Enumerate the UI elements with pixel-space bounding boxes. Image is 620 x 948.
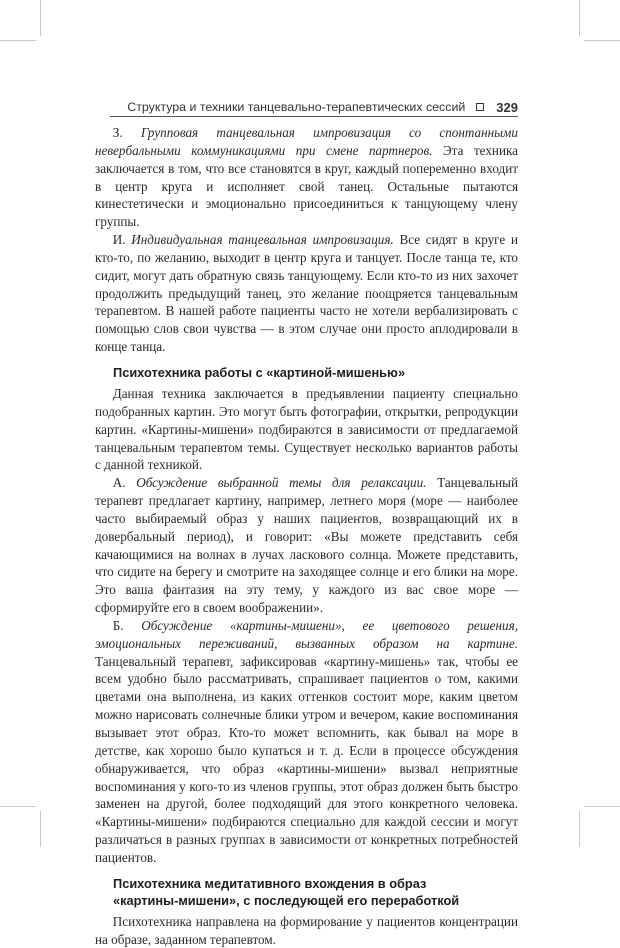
crop-mark-bottom-right-vertical (579, 811, 580, 847)
paragraph-text: Эта техника заключается в том, что все становятся в круг, каждый попеременно входит в центр круга и исполняет свой танец. Остальные пытаются кинестетически и эмоционально присоединиться к танцующему члену группы. (95, 142, 518, 230)
paragraph-i (95, 231, 518, 356)
section-heading-target-picture: Психотехника работы с «картиной-мишенью» (113, 364, 406, 380)
paragraph-italic-lead: Обсуждение «картины-мишени», ее цветового решения, эмоциональных переживаний, вызванных образом на картине. (95, 617, 518, 651)
crop-mark-bottom-right-horizontal (584, 806, 620, 807)
page-number: 329 (496, 99, 518, 115)
paragraph-italic-lead: Индивидуальная танцевальная импровизация. (131, 232, 394, 248)
section-heading-meditative (95, 875, 518, 909)
paragraph-text: Танцевальный терапевт предлагает картину, например, летнего моря (море — наиболее часто выбираемый образ у наших пациентов, возвращающий их в довербальный период), и говорит: «Вы можете представить себя качающимися на волнах в лучах ласкового солнца. Можете представить, что сидите на берегу и смотрите на заходящее солнце и его блики на море. Это ваша фантазия на эту тему, у каждого из вас свое море — сформируйте его в своем воображении». (95, 475, 518, 616)
paragraph-italic-lead: Обсуждение выбранной темы для релаксации. (136, 475, 427, 491)
paragraph-text: Танцевальный терапевт, зафиксировав «картину-мишень» так, чтобы ее всем удобно было рассматривать, спрашивает пациентов о том, какими цветами она выполнена, из каких оттенков состоит море, каким цветом можно нарисовать солнечные блики утром и вечером, какие воспоминания вызывает этот образ. Кто-то может вспомнить, как бывал на море в детстве, как хорошо было купаться и т. д. Если в процессе обсуждения обнаруживается, что образ «картины-мишени» вызвал неприятные воспоминания у кого-то из членов группы, этот образ должен быть быстро заменен на другой, более подходящий для этого конкретного человека. «Картины-мишени» подбираются специально для каждой сессии и могут различаться в разных группах в зависимости от конкретных потребностей пациентов. (95, 653, 518, 865)
running-head-title: Структура и техники танцевально-терапевтических сессий (127, 100, 466, 114)
crop-mark-top-right-vertical (579, 0, 580, 36)
paragraph-text: Все сидят в круге и кто-то, по желанию, выходит в центр круга и танцует. После танца те, кто сидит, могут дать обратную связь танцующему. Если кто-то из них захочет продолжить предыдущий танец, это желание поощряется танцевальным терапевтом. В нашей работе пациенты часто не хотели вербализировать с помощью слов свои чувства — в этом случае они просто аплодировали в конце танца. (95, 232, 518, 355)
crop-mark-bottom-left-vertical (40, 811, 41, 847)
heading-line: «картины-мишени», с последующей его переработкой (113, 892, 460, 908)
paragraph-z (95, 124, 518, 231)
page-body (95, 124, 518, 948)
square-bullet-icon (476, 103, 484, 111)
running-head (110, 97, 518, 117)
header-rule (110, 116, 518, 117)
paragraph-target-picture-intro: Данная техника заключается в предъявлении пациенту специально подобранных картин. Это могут быть фотографии, открытки, репродукции картин. «Картины-мишени» подбираются в зависимости от предлагаемой танцевальным терапевтом темы. Существует несколько вариантов работы с данной техникой. (95, 385, 518, 473)
paragraph-label: И. (112, 232, 126, 248)
paragraph-label: А. (112, 475, 126, 491)
paragraph-italic-lead: Групповая танцевальная импровизация со спонтанными невербальными коммуникациями при смене партнеров. (95, 125, 518, 158)
paragraph-b (95, 617, 518, 867)
crop-mark-bottom-left-horizontal (0, 806, 36, 807)
paragraph-label: Б. (112, 617, 124, 633)
crop-mark-top-right-horizontal (584, 40, 620, 41)
paragraph-label: З. (112, 125, 123, 140)
crop-mark-top-left-vertical (40, 0, 41, 36)
paragraph-meditative: Психотехника направлена на формирование у пациентов концентрации на образе, заданном терапевтом. (95, 913, 518, 947)
paragraph-a (95, 474, 518, 617)
crop-mark-top-left-horizontal (0, 40, 36, 41)
heading-line: Психотехника медитативного вхождения в образ (113, 875, 427, 891)
